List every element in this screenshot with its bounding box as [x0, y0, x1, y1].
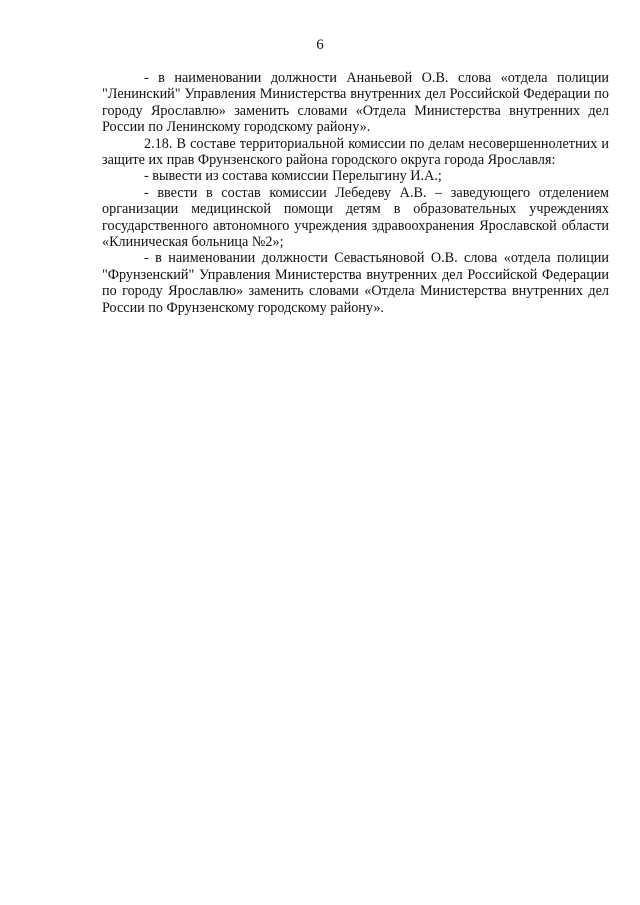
paragraph-remove-perelygina: - вывести из состава комиссии Перелыгину И.А.;: [144, 168, 442, 185]
paragraph-section-2-18: 2.18. В составе территориальной комиссии по делам несовершеннолетних и защите их прав Фрунзенского района городского округа города Ярославля:: [102, 135, 609, 169]
paragraph-add-lebedeva: - ввести в состав комиссии Лебедеву А.В. – заведующего отделением организации медицинской помощи детям в образовательных учреждениях государственного автономного учреждения здравоохранения Ярославской области «Клиническая больница №2»;: [102, 184, 609, 251]
paragraph-anan-eva-title-change: - в наименовании должности Ананьевой О.В. слова «отдела полиции "Ленинский" Управления Министерства внутренних дел Российской Федерации по городу Ярославлю» заменить словами «Отдела Министерства внутренних дел России по Ленинскому городскому району».: [102, 70, 609, 136]
page-number: 6: [316, 37, 324, 53]
document-body: [102, 70, 609, 316]
paragraph-sevastyanova-title-change: - в наименовании должности Севастьяновой О.В. слова «отдела полиции "Фрунзенский" Управления Министерства внутренних дел Российской Федерации по городу Ярославлю» заменить словами «Отдела Министерства внутренних дел России по Фрунзенскому городскому району».: [102, 250, 609, 316]
